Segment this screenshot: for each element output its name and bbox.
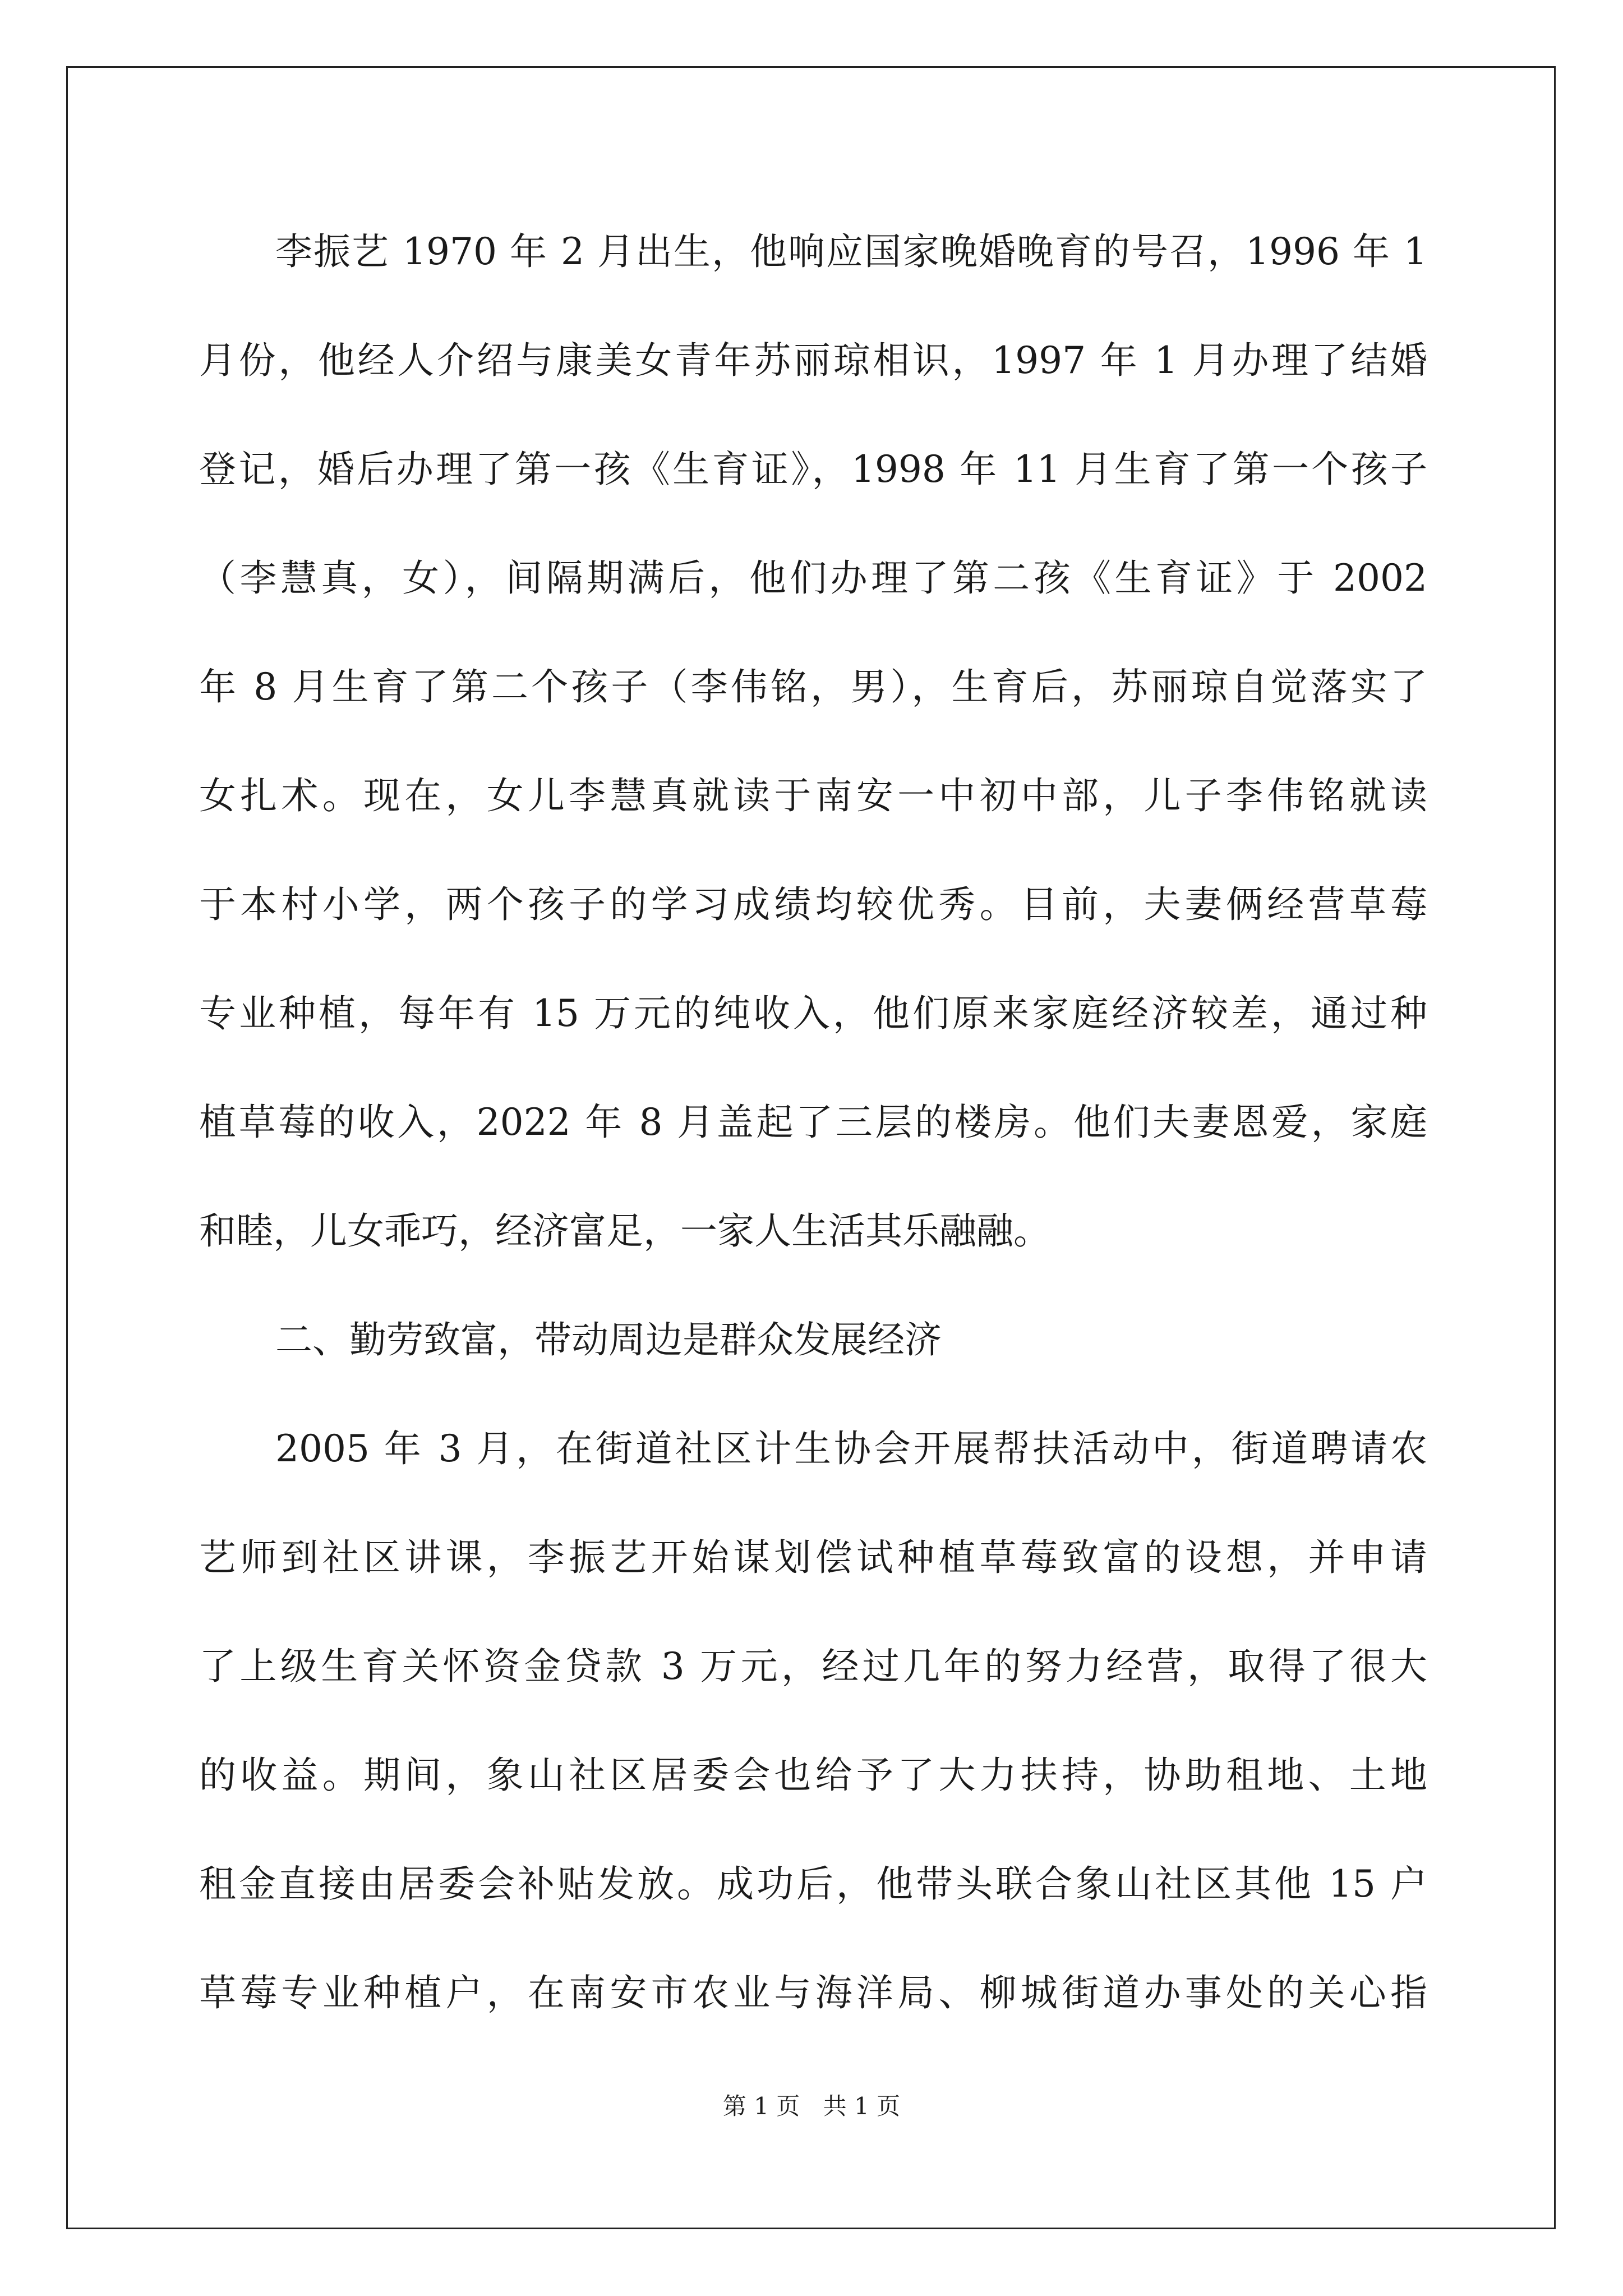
section-heading-text: 二、勤劳致富，带动周边是群众发展经济	[275, 1318, 942, 1361]
paragraph-1	[199, 213, 1427, 1301]
text-line: 李振艺 1970 年 2 月出生，他响应国家晚婚晚育的号召，1996 年 1	[275, 230, 1427, 273]
page-total: 共 1 页	[823, 2092, 901, 2120]
section-heading	[199, 1301, 1427, 1410]
page-footer	[0, 2088, 1623, 2122]
text-line: 和睦，儿女乖巧，经济富足，一家人生活其乐融融。	[199, 1209, 1050, 1253]
text-line: 女扎术。现在，女儿李慧真就读于南安一中初中部，儿子李伟铭就读	[199, 774, 1427, 817]
document-body	[199, 213, 1427, 2063]
paragraph-2	[199, 1410, 1427, 2063]
text-line: 登记，婚后办理了第一孩《生育证》，1998 年 11 月生育了第一个孩子	[199, 448, 1427, 491]
text-line: 2005 年 3 月，在街道社区计生协会开展帮扶活动中，街道聘请农	[275, 1427, 1427, 1470]
page-number: 第 1 页	[722, 2092, 800, 2120]
text-line: （李慧真，女），间隔期满后，他们办理了第二孩《生育证》于 2002	[199, 556, 1427, 600]
text-line: 租金直接由居委会补贴发放。成功后，他带头联合象山社区其他 15 户	[199, 1862, 1427, 1906]
text-line: 月份，他经人介绍与康美女青年苏丽琼相识，1997 年 1 月办理了结婚	[199, 339, 1427, 382]
text-line: 年 8 月生育了第二个孩子（李伟铭，男），生育后，苏丽琼自觉落实了	[199, 665, 1427, 708]
text-line: 草莓专业种植户，在南安市农业与海洋局、柳城街道办事处的关心指	[199, 1971, 1427, 2014]
text-line: 植草莓的收入，2022 年 8 月盖起了三层的楼房。他们夫妻恩爱，家庭	[199, 1101, 1427, 1144]
text-line: 的收益。期间，象山社区居委会也给予了大力扶持，协助租地、土地	[199, 1754, 1427, 1797]
text-line: 了上级生育关怀资金贷款 3 万元，经过几年的努力经营，取得了很大	[199, 1645, 1427, 1688]
text-line: 于本村小学，两个孩子的学习成绩均较优秀。目前，夫妻俩经营草莓	[199, 883, 1427, 926]
text-line: 艺师到社区讲课，李振艺开始谋划偿试种植草莓致富的设想，并申请	[199, 1536, 1427, 1579]
text-line: 专业种植，每年有 15 万元的纯收入，他们原来家庭经济较差，通过种	[199, 992, 1427, 1035]
